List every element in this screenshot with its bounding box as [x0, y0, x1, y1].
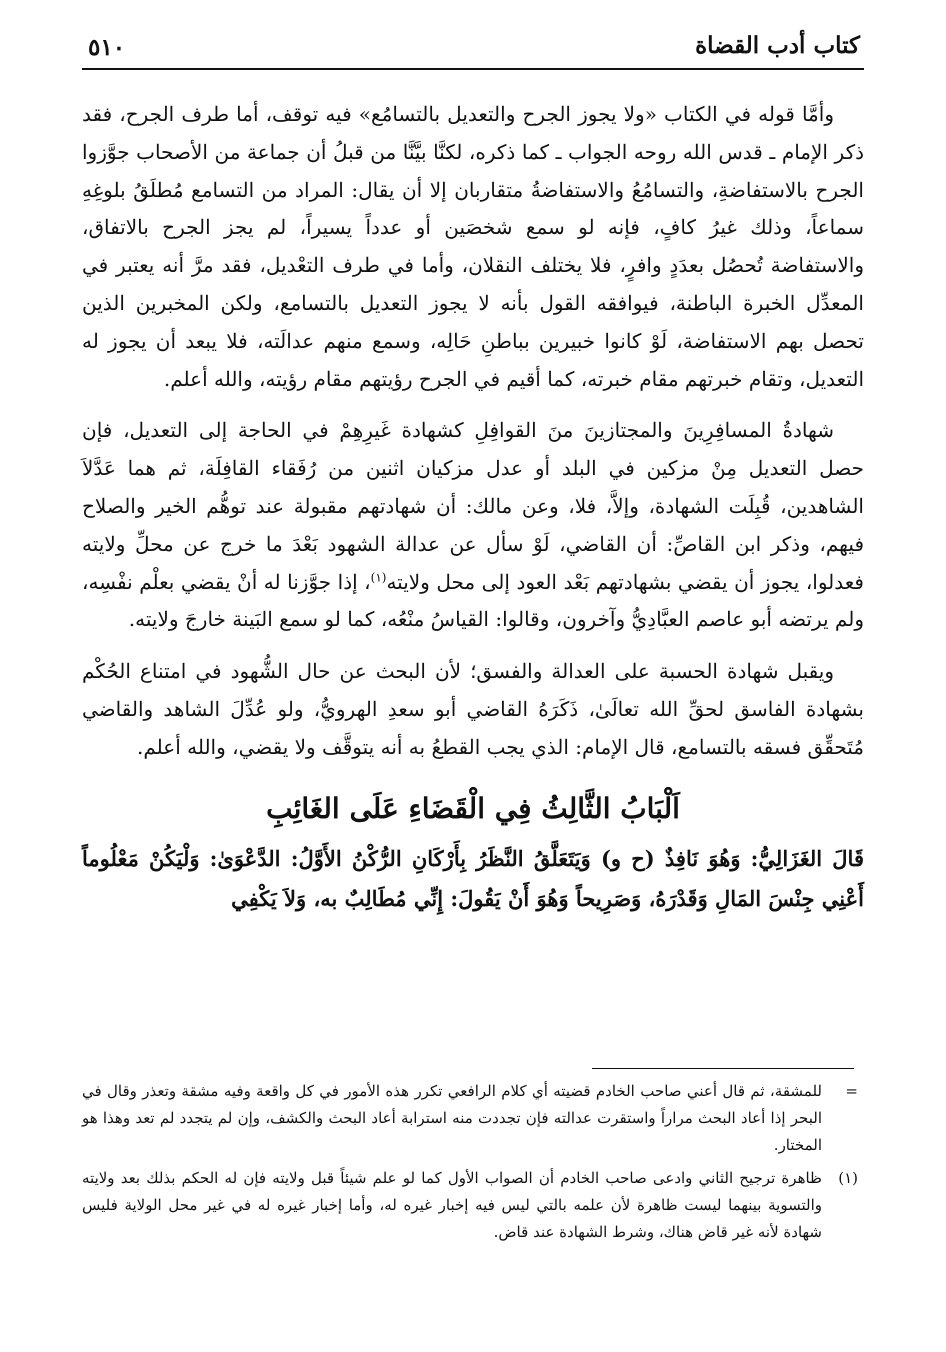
chapter-title: اَلْبَابُ الثَّالِثُ فِي الْقَضَاءِ عَلَى الغَائِبِ	[266, 791, 680, 825]
page-header	[82, 28, 864, 70]
book-title: كتاب أدب القضاة	[695, 32, 860, 59]
footnotes	[82, 1078, 864, 1252]
paragraph-hisba-testimony: ويقبل شهادة الحسبة على العدالة والفسق؛ لأن البحث عن حال الشُّهود في امتناع الحُكْم بشهادة الفاسق لحقِّ الله تعالَىٰ، ذَكَرَهُ القاضي أبو سعدِ الهرويُّ، ولو عُدِّلَ الشاهد والقاضي مُتَحقِّق فسقه بالتسامع، قال الإمام: الذي يجب القطعُ به أنه يتوقَّف ولا يقضي، والله أعلم.	[82, 659, 864, 759]
footnote-mark: (١)	[838, 1169, 858, 1187]
paragraph-travelers-continuation: ، إذا جوَّزنا له أنْ يقضي بعلْم نفْسِه، ولم يرتضه أبو عاصم العبَّادِيُّ وآخرون، وقالوا: القياسُ منْعُه، كما لو سمع البَينة خارجَ ولايته.	[82, 569, 864, 632]
page-number: ٥١٠	[88, 34, 126, 61]
footnote-mark: =	[845, 1082, 858, 1100]
paragraph-travelers-testimony	[82, 412, 864, 639]
footnote-1	[82, 1165, 864, 1246]
paragraph-jarh-tadil: وأمَّا قوله في الكتاب «ولا يجوز الجرح والتعديل بالتسامُع» فيه توقف، أما طرف الجرح، فقد ذكر الإمام ـ قدس الله روحه الجواب ـ كما ذكره، لكنَّا بيَّنَّا من قبلُ أن جماعة من الأصحاب جوَّزوا الجرح بالاستفاضةِ، والتسامُعُ والاستفاضةُ متقاربان إلا أن يقال: المراد من التسامع مُطلَقُ بلوغِهِ سماعاً، وذلك غيرُ كافٍ، فإنه لو سمع شخصَين أو عدداً يسيراً، لم يجز الجرح بالاتفاق، والاستفاضة تُحصُل بعدَدٍ وافرٍ، فلا يختلف النقلان، وأما في طرف التعْديل، فقد مرَّ أنه يعتبر في المعدِّل الخبرة الباطنة، فيوافقه القول بأنه لا يجوز التعديل بالتسامع، ولكن المخبرين الذين تحصل بهم الاستفاضة، لَوْ كانوا خبيرين بباطنِ حَالِه، وسمع منهم عدالَته، فلا يبعد أن يجوز له التعديل، وتقام خبرتهم مقام خبرته، كما أقيم في الجرح رؤيتهم مقام رؤيته، والله أعلم.	[82, 102, 864, 391]
ghazali-quote: قَالَ الغَزَالِيُّ: وَهُوَ نَافِذٌ (ح و) وَيَتَعَلَّقُ النَّظَرُ بِأَرْكَانِ الرُّكْنُ الأَوَّلُ: الدَّعْوَىٰ: وَلْيَكُنْ مَعْلُوماً أَعْنِي جِنْسَ المَالِ وَقَدْرَهُ، وَصَرِيحاً وَهُوَ أَنْ يَقُولَ: إِنِّي مُطَالِبٌ به، وَلاَ يَكْفِي	[82, 845, 864, 911]
paragraph-travelers-text: شهادةُ المسافِرِينَ والمجتازينَ منَ القوافِلِ كشهادة غَيرِهِمْ في الحاجة إلى التعديل، فإن حصل التعديل مِنْ مزكين في البلد أو عدل مزكيان اثنين من رُفَقاء القافِلَة، ثم هما عَدَّلاَ الشاهدين، قُبِلَت الشهادة، وإلاَّ، فلا، وعن مالك: أن شهادتهم مقبولة عند توهُّم الخير والصلاح فيهم، وذكر ابن القاصِّ: أن القاضي، لَوْ سأل عن عدالة الشهود بَعْدَ ما خرج عن محلِّ ولايته فعدلوا، يجوز أن يقضي بشهادتهم بَعْد العود إلى محل ولايته	[82, 418, 864, 594]
footnote-reference[interactable]: (١)	[370, 569, 387, 584]
main-text	[82, 96, 864, 919]
footnote-continued	[82, 1078, 864, 1159]
footnote-text: للمشقة، ثم قال أعني صاحب الخادم قضيته أي كلام الرافعي تكرر هذه الأمور في كل واقعة وفيه مشقة وتعذر وقال في البحر إذا أعاد البحث مراراً واستقرت عدالته فإن تجددت منه استرابة أعاد البحث والكشف، وإن لم يتجدد لم تعد وهذا هو المختار.	[82, 1082, 822, 1154]
footnote-divider	[592, 1068, 854, 1069]
footnote-text: ظاهرة ترجيح الثاني وادعى صاحب الخادم أن الصواب الأول كما لو علم شيئاً قبل ولايته فإن له الحكم بذلك بعد ولايته والتسوية بينهما ليست ظاهرة لأن علمه بالتي ليس فيه إخبار غيره له، وأما إخبار غيره له في غير محل الولاية فليس شهادة لأنه غير قاض هناك، وشرط الشهادة عند قاض.	[82, 1169, 822, 1241]
